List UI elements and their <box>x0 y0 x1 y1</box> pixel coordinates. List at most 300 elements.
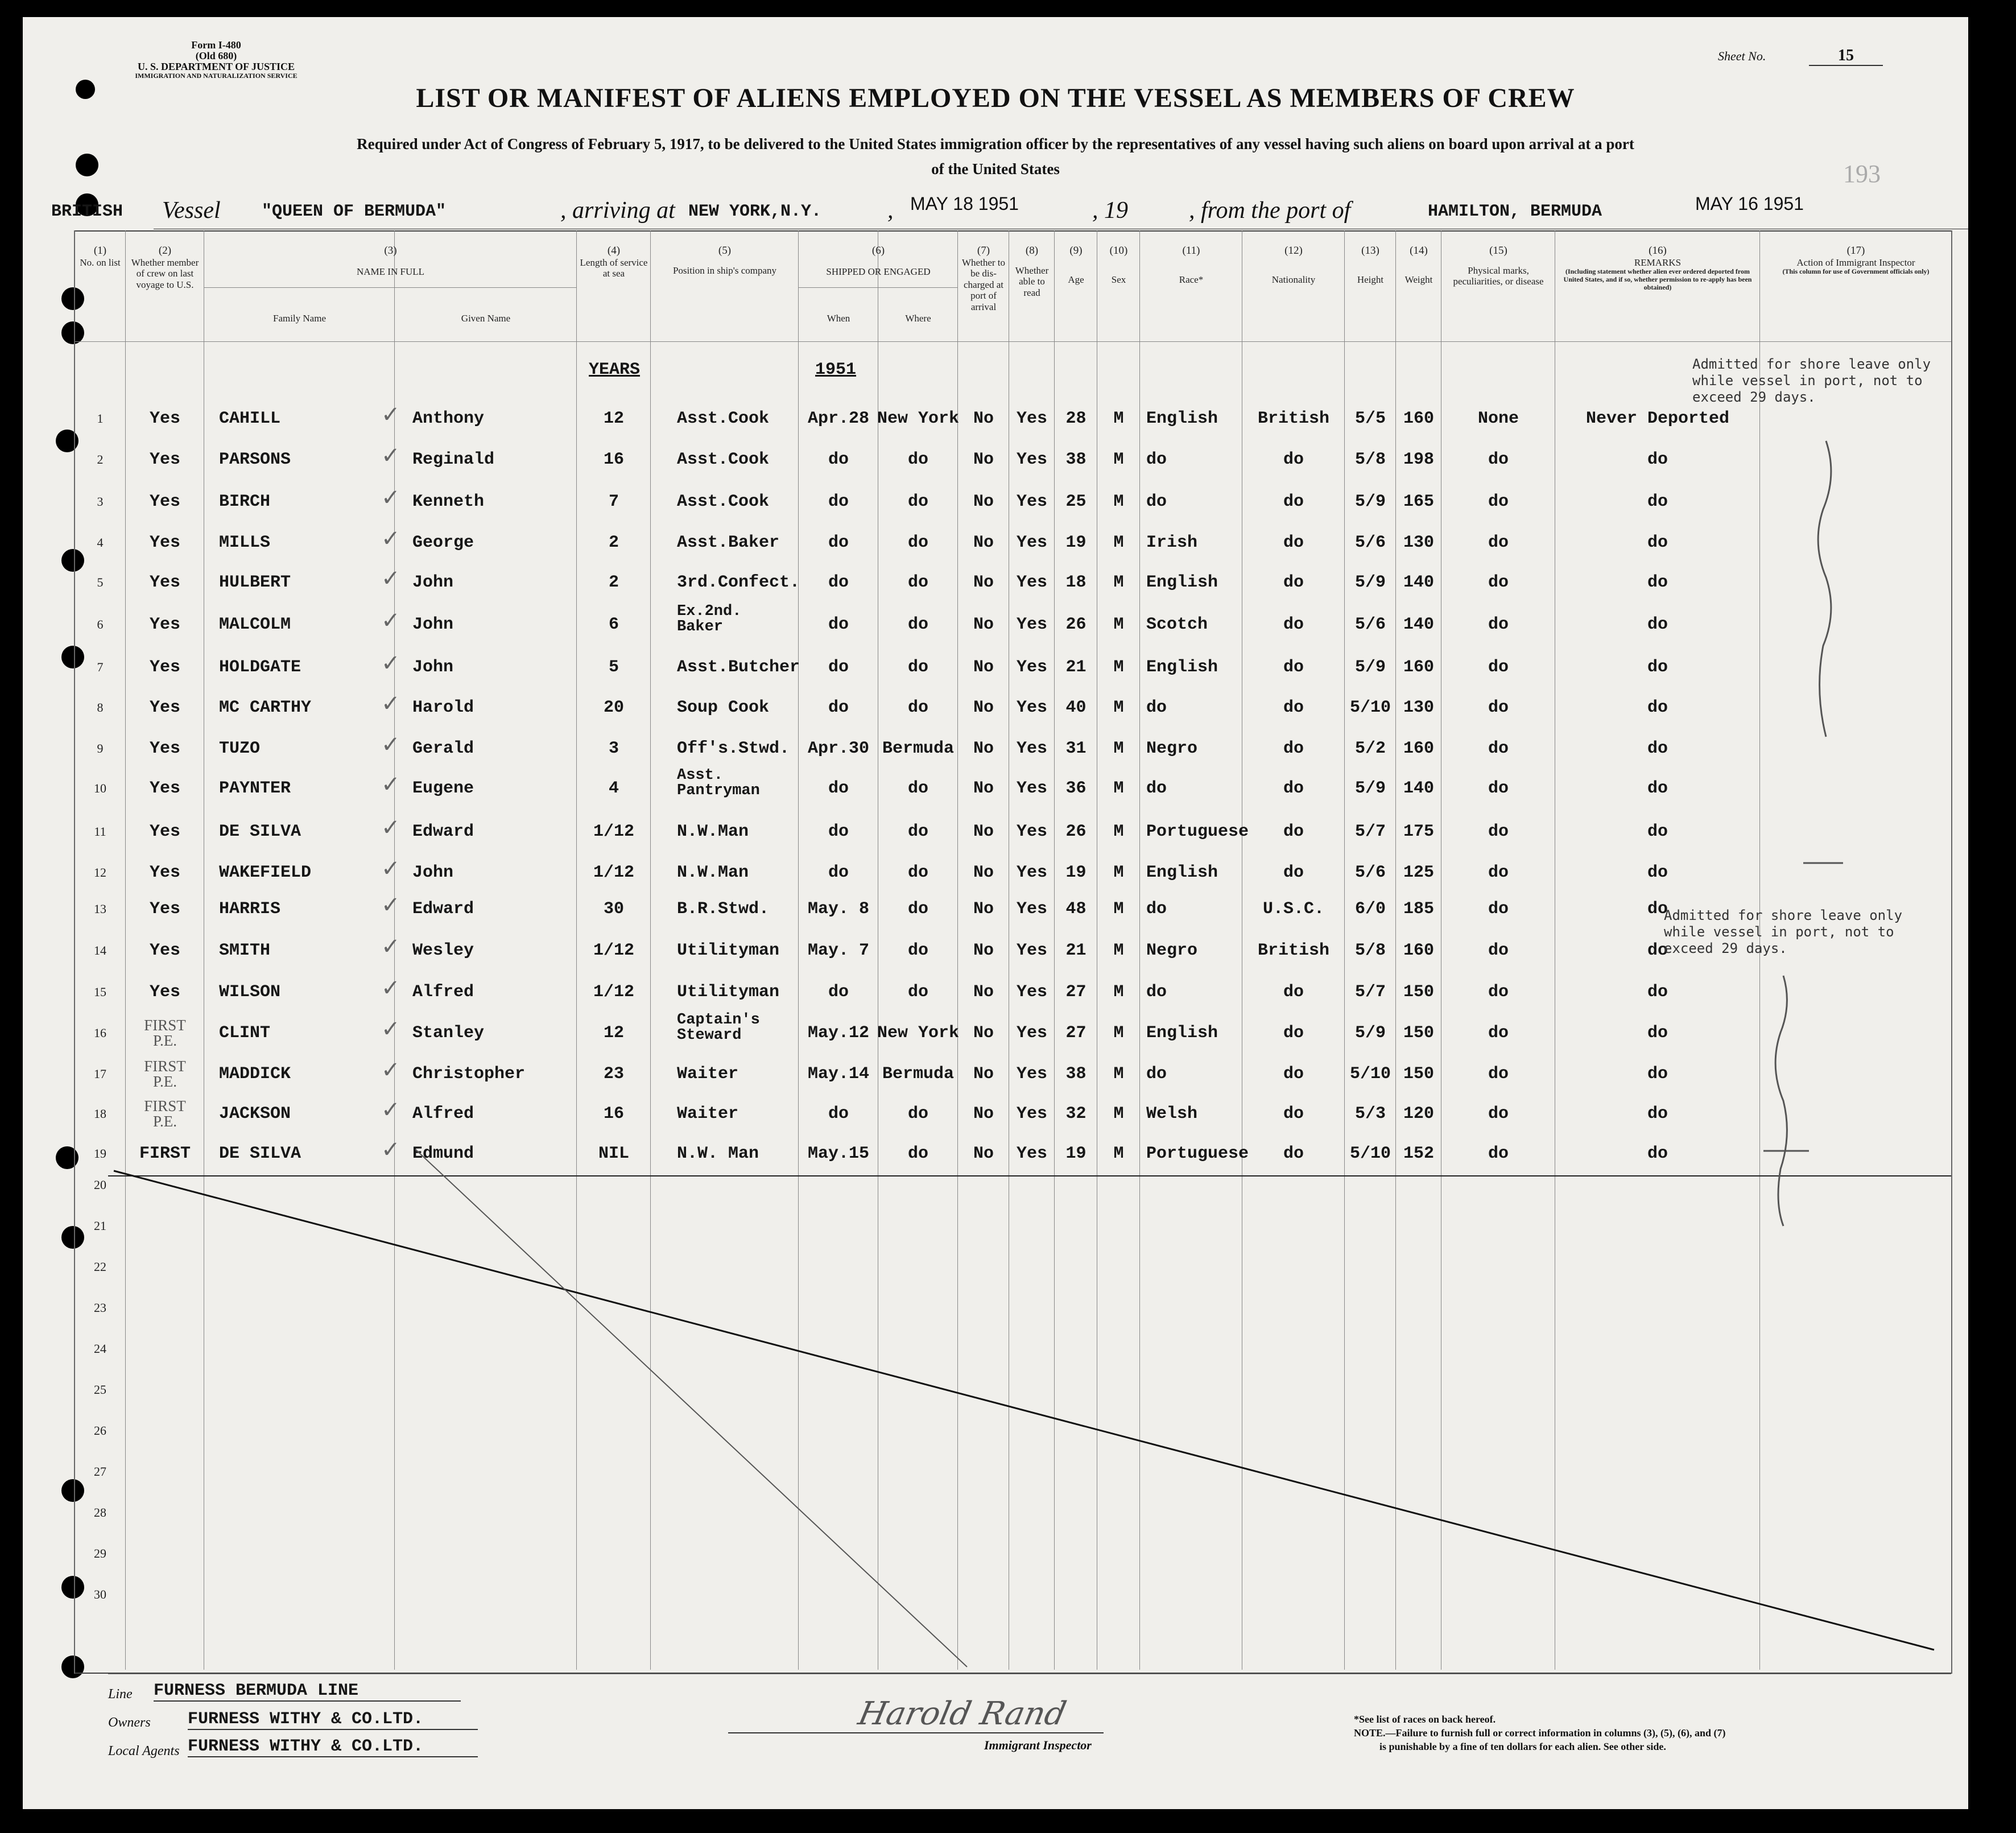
discharge-flag: No <box>973 573 994 592</box>
form-number: Form I-480 <box>191 39 241 51</box>
remarks: do <box>1647 982 1668 1002</box>
nationality: do <box>1283 779 1304 798</box>
given-name: Alfred <box>412 982 474 1002</box>
nationality: do <box>1283 739 1304 758</box>
check-mark-icon: ✓ <box>381 485 400 511</box>
row-number: 1 <box>97 411 104 426</box>
col-number: (2) <box>158 245 172 257</box>
height: 5/9 <box>1354 573 1386 592</box>
check-mark-icon: ✓ <box>381 771 400 798</box>
col-number: (15) <box>1489 245 1507 257</box>
able-to-read: Yes <box>1016 615 1047 634</box>
race: Portuguese <box>1146 822 1249 841</box>
col-title: SHIPPED OR ENGAGED <box>826 266 931 277</box>
position-part: Captain's <box>677 1012 760 1029</box>
check-mark-icon: ✓ <box>381 565 400 592</box>
crew-member-flag: Yes <box>149 863 180 882</box>
age: 21 <box>1065 658 1087 677</box>
nationality: do <box>1283 492 1304 511</box>
physical-marks: do <box>1488 1023 1509 1043</box>
col-number: (12) <box>1284 245 1303 257</box>
check-mark-icon: ✓ <box>381 732 400 758</box>
remarks: do <box>1647 1144 1668 1163</box>
nationality: U.S.C. <box>1262 899 1325 919</box>
sex: M <box>1113 698 1124 717</box>
shipped-when: do <box>828 863 849 882</box>
able-to-read: Yes <box>1016 1144 1047 1163</box>
races-note: *See list of races on back hereof. <box>1354 1714 1496 1725</box>
year-label: , 19 <box>1092 197 1128 224</box>
race: do <box>1146 899 1167 919</box>
race: Scotch <box>1146 615 1208 634</box>
line-label: Line <box>108 1687 133 1702</box>
position-part: Asst. <box>677 767 724 784</box>
nationality: British <box>1257 941 1330 960</box>
able-to-read: Yes <box>1016 1023 1047 1043</box>
sex: M <box>1113 822 1124 841</box>
row-number: 10 <box>94 781 106 795</box>
remarks: Never Deported <box>1585 409 1730 428</box>
col-title: Action of Immigrant Inspector <box>1796 257 1915 268</box>
weight: 152 <box>1403 1144 1434 1163</box>
check-mark-icon: ✓ <box>381 526 400 552</box>
check-mark-icon: ✓ <box>381 934 400 960</box>
height: 5/9 <box>1354 492 1386 511</box>
sex: M <box>1113 863 1124 882</box>
subtitle-line-1: Required under Act of Congress of February 5, 1917, to be delivered to the United States immigration officer by the representatives of any vessel having such aliens on board upon arrival at a port <box>357 135 1634 152</box>
crew-member-flag: Yes <box>149 739 180 758</box>
nationality: do <box>1283 658 1304 677</box>
nationality: do <box>1283 615 1304 634</box>
age: 26 <box>1065 615 1087 634</box>
length-of-service: 30 <box>603 899 624 919</box>
empty-row-number: 24 <box>94 1341 106 1356</box>
age: 38 <box>1065 450 1087 469</box>
shipped-when: do <box>828 658 849 677</box>
given-name: Edward <box>412 822 474 841</box>
signature-line <box>728 1732 1104 1733</box>
weight: 120 <box>1403 1104 1434 1124</box>
physical-marks: do <box>1488 941 1509 960</box>
shipped-when: do <box>828 698 849 717</box>
discharge-flag: No <box>973 533 994 552</box>
crew-flag-part: P.E. <box>152 1032 177 1049</box>
able-to-read: Yes <box>1016 1104 1047 1124</box>
col-number: (3) <box>384 245 397 257</box>
height: 5/10 <box>1349 698 1391 717</box>
position: Waiter <box>677 1064 739 1084</box>
owners-label: Owners <box>108 1715 151 1730</box>
inspector-signature: Harold Rand <box>855 1695 1069 1732</box>
race: do <box>1146 1064 1167 1084</box>
nationality: do <box>1283 450 1304 469</box>
crew-flag-part: FIRST <box>144 1097 186 1114</box>
sex: M <box>1113 409 1124 428</box>
crew-member-flag: Yes <box>149 533 180 552</box>
check-mark-icon: ✓ <box>381 1097 400 1123</box>
able-to-read: Yes <box>1016 658 1047 677</box>
col-number: (1) <box>93 245 107 257</box>
shipped-where: New York <box>877 1023 960 1043</box>
crew-member-flag: Yes <box>149 982 180 1002</box>
race: English <box>1146 1023 1218 1043</box>
col-title: Race* <box>1179 274 1204 285</box>
col-subtitle: (This column for use of Government officials only) <box>1782 267 1930 276</box>
position: Waiter <box>677 1104 739 1124</box>
able-to-read: Yes <box>1016 573 1047 592</box>
nationality: do <box>1283 863 1304 882</box>
family-name: HULBERT <box>219 573 291 592</box>
col-header-when: When <box>827 313 850 324</box>
col-subtitle: (Including statement whether alien ever ordered deported from United States, and if so, whether permission to re-apply has been obtained) <box>1563 267 1752 291</box>
given-name: John <box>412 573 454 592</box>
family-name: MADDICK <box>219 1064 291 1084</box>
shipped-where: do <box>907 533 928 552</box>
sex: M <box>1113 779 1124 798</box>
weight: 125 <box>1403 863 1434 882</box>
remarks: do <box>1647 533 1668 552</box>
physical-marks: do <box>1488 658 1509 677</box>
height: 5/9 <box>1354 1023 1386 1043</box>
sex: M <box>1113 615 1124 634</box>
sex: M <box>1113 1023 1124 1043</box>
discharge-flag: No <box>973 1144 994 1163</box>
shipped-where: do <box>907 779 928 798</box>
discharge-flag: No <box>973 822 994 841</box>
physical-marks: do <box>1488 698 1509 717</box>
family-name: PAYNTER <box>219 779 291 798</box>
position: N.W.Man <box>677 863 749 882</box>
position-part: Steward <box>677 1027 742 1044</box>
empty-row-number: 28 <box>94 1505 106 1520</box>
able-to-read: Yes <box>1016 492 1047 511</box>
family-name: JACKSON <box>219 1104 291 1124</box>
family-name: PARSONS <box>219 450 291 469</box>
family-name: TUZO <box>219 739 261 758</box>
remarks: do <box>1647 698 1668 717</box>
race: Irish <box>1146 533 1198 552</box>
crew-member-flag: FIRST <box>139 1144 191 1163</box>
length-of-service: 5 <box>608 658 619 677</box>
able-to-read: Yes <box>1016 533 1047 552</box>
shipped-when: do <box>828 533 849 552</box>
physical-marks: do <box>1488 450 1509 469</box>
year-subheading: 1951 <box>815 360 857 379</box>
crew-member-flag: Yes <box>149 822 180 841</box>
col-number: (7) <box>977 245 990 257</box>
nationality: do <box>1283 698 1304 717</box>
shipped-where: do <box>907 822 928 841</box>
departure-port: HAMILTON, BERMUDA <box>1428 202 1602 221</box>
discharge-flag: No <box>973 739 994 758</box>
col-title: Nationality <box>1271 274 1316 285</box>
discharge-flag: No <box>973 899 994 919</box>
race: English <box>1146 573 1218 592</box>
remarks: do <box>1647 822 1668 841</box>
shipped-where: do <box>907 492 928 511</box>
col-number: (9) <box>1069 245 1083 257</box>
nationality: do <box>1283 822 1304 841</box>
service: IMMIGRATION AND NATURALIZATION SERVICE <box>135 71 298 80</box>
length-of-service: 2 <box>608 533 619 552</box>
check-mark-icon: ✓ <box>381 815 400 841</box>
col-title: NAME IN FULL <box>357 266 424 277</box>
given-name: Reginald <box>412 450 495 469</box>
family-name: HARRIS <box>219 899 281 919</box>
physical-marks: do <box>1488 863 1509 882</box>
position: N.W. Man <box>677 1144 759 1163</box>
check-mark-icon: ✓ <box>381 1137 400 1163</box>
physical-marks: do <box>1488 822 1509 841</box>
sex: M <box>1113 1144 1124 1163</box>
given-name: John <box>412 615 454 634</box>
discharge-flag: No <box>973 1064 994 1084</box>
family-name: DE SILVA <box>219 822 301 841</box>
physical-marks: do <box>1488 982 1509 1002</box>
length-of-service: 16 <box>603 450 624 469</box>
shipped-where: do <box>907 982 928 1002</box>
shipped-when: do <box>828 492 849 511</box>
weight: 160 <box>1403 658 1434 677</box>
able-to-read: Yes <box>1016 450 1047 469</box>
row-number: 15 <box>94 985 106 999</box>
height: 5/6 <box>1354 615 1386 634</box>
age: 48 <box>1065 899 1087 919</box>
remarks: do <box>1647 573 1668 592</box>
sex: M <box>1113 739 1124 758</box>
position-part: Ex.2nd. <box>677 603 742 620</box>
row-number: 13 <box>94 902 106 916</box>
check-mark-icon: ✓ <box>381 691 400 717</box>
able-to-read: Yes <box>1016 1064 1047 1084</box>
manifest-sheet <box>23 17 1968 1809</box>
remarks: do <box>1647 450 1668 469</box>
arrival-date: MAY 18 1951 <box>910 193 1019 214</box>
discharge-flag: No <box>973 615 994 634</box>
given-name: Alfred <box>412 1104 474 1124</box>
crew-flag-part: FIRST <box>144 1017 186 1034</box>
shipped-where: do <box>907 941 928 960</box>
length-of-service: 1/12 <box>593 941 634 960</box>
given-name: Harold <box>412 698 474 717</box>
empty-row-number: 25 <box>94 1382 106 1397</box>
race: Welsh <box>1146 1104 1198 1124</box>
length-of-service: 6 <box>608 615 619 634</box>
crew-member-flag: Yes <box>149 409 180 428</box>
physical-marks: do <box>1488 533 1509 552</box>
age: 31 <box>1065 739 1087 758</box>
crew-member-flag: Yes <box>149 899 180 919</box>
inspector-note-1: Admitted for shore leave only while vessel in port, not to exceed 29 days. <box>1692 356 1931 405</box>
race: English <box>1146 863 1218 882</box>
age: 19 <box>1065 863 1087 882</box>
position: B.R.Stwd. <box>677 899 770 919</box>
remarks: do <box>1647 492 1668 511</box>
shipped-when: do <box>828 1104 849 1124</box>
empty-row-number: 22 <box>94 1260 106 1274</box>
vessel-label: Vessel <box>162 197 221 224</box>
position: Asst.Cook <box>677 409 770 428</box>
able-to-read: Yes <box>1016 822 1047 841</box>
age: 21 <box>1065 941 1087 960</box>
age: 32 <box>1065 1104 1087 1124</box>
bracket-stroke <box>1818 441 1831 737</box>
family-name: SMITH <box>219 941 271 960</box>
age: 27 <box>1065 982 1087 1002</box>
empty-row-number: 21 <box>94 1219 106 1233</box>
col-header-family-name: Family Name <box>272 313 326 324</box>
empty-row-number: 27 <box>94 1464 106 1479</box>
weight: 150 <box>1403 982 1434 1002</box>
age: 36 <box>1065 779 1087 798</box>
shipped-where: do <box>907 698 928 717</box>
agents-name: FURNESS WITHY & CO.LTD. <box>188 1737 478 1757</box>
discharge-flag: No <box>973 1104 994 1124</box>
check-mark-icon: ✓ <box>381 443 400 469</box>
remarks: do <box>1647 1104 1668 1124</box>
race: do <box>1146 492 1167 511</box>
height: 5/6 <box>1354 863 1386 882</box>
crew-member-flag: Yes <box>149 658 180 677</box>
race: do <box>1146 450 1167 469</box>
physical-marks: do <box>1488 1144 1509 1163</box>
discharge-flag: No <box>973 698 994 717</box>
cancel-line <box>415 1149 967 1667</box>
weight: 185 <box>1403 899 1434 919</box>
weight: 150 <box>1403 1064 1434 1084</box>
sheet-number: 15 <box>1809 47 1883 66</box>
race: do <box>1146 779 1167 798</box>
given-name: Eugene <box>412 779 474 798</box>
physical-marks: do <box>1488 615 1509 634</box>
family-name: DE SILVA <box>219 1144 301 1163</box>
remarks: do <box>1647 739 1668 758</box>
row-number: 6 <box>97 617 104 631</box>
weight: 130 <box>1403 533 1434 552</box>
shipped-where: Bermuda <box>882 1064 955 1084</box>
empty-row-number: 30 <box>94 1587 106 1601</box>
inspector-label: Immigrant Inspector <box>984 1738 1092 1752</box>
row-number: 12 <box>94 865 106 880</box>
check-mark-icon: ✓ <box>381 402 400 428</box>
given-name: Stanley <box>412 1023 485 1043</box>
physical-marks: do <box>1488 899 1509 919</box>
col-number: (4) <box>607 245 621 257</box>
vessel-name: "QUEEN OF BERMUDA" <box>262 202 447 221</box>
shipped-when: do <box>828 982 849 1002</box>
height: 5/2 <box>1354 739 1386 758</box>
position: Utilityman <box>677 982 780 1002</box>
height: 5/8 <box>1354 941 1386 960</box>
height: 5/3 <box>1354 1104 1386 1124</box>
crew-member-flag: Yes <box>149 698 180 717</box>
height: 5/6 <box>1354 533 1386 552</box>
length-of-service: 1/12 <box>593 863 634 882</box>
discharge-flag: No <box>973 492 994 511</box>
agents-label: Local Agents <box>108 1744 180 1758</box>
weight: 140 <box>1403 615 1434 634</box>
height: 5/10 <box>1349 1144 1391 1163</box>
check-mark-icon: ✓ <box>381 650 400 676</box>
age: 26 <box>1065 822 1087 841</box>
shipped-where: do <box>907 658 928 677</box>
nationality: do <box>1283 1023 1304 1043</box>
col-title: Whether able to read <box>1015 265 1049 298</box>
given-name: Edward <box>412 899 474 919</box>
sex: M <box>1113 941 1124 960</box>
age: 28 <box>1065 409 1087 428</box>
discharge-flag: No <box>973 941 994 960</box>
owners-name: FURNESS WITHY & CO.LTD. <box>188 1710 478 1730</box>
shipped-where: do <box>907 863 928 882</box>
arrival-port: NEW YORK,N.Y. <box>688 202 822 221</box>
length-of-service: 2 <box>608 573 619 592</box>
sex: M <box>1113 1104 1124 1124</box>
sex: M <box>1113 492 1124 511</box>
shipped-where: Bermuda <box>882 739 955 758</box>
position-part: Baker <box>677 618 724 635</box>
age: 18 <box>1065 573 1087 592</box>
discharge-flag: No <box>973 779 994 798</box>
vessel-nationality: BRITISH <box>51 202 123 221</box>
shipped-when: do <box>828 779 849 798</box>
col-number: (16) <box>1649 245 1667 257</box>
col-number: (14) <box>1410 245 1428 257</box>
shipped-when: May.15 <box>807 1144 870 1163</box>
empty-row-number: 26 <box>94 1423 106 1438</box>
shipped-when: do <box>828 450 849 469</box>
check-mark-icon: ✓ <box>381 1016 400 1042</box>
stamp-number: 193 <box>1843 160 1881 188</box>
weight: 165 <box>1403 492 1434 511</box>
penalty-note-2: is punishable by a fine of ten dollars for each alien. See other side. <box>1379 1741 1666 1752</box>
height: 5/10 <box>1349 1064 1391 1084</box>
crew-member-flag: Yes <box>149 573 180 592</box>
position: Off's.Stwd. <box>677 739 790 758</box>
family-name: WILSON <box>219 982 281 1002</box>
crew-flag-part: FIRST <box>144 1058 186 1075</box>
col-title: Age <box>1068 274 1084 285</box>
row-number: 8 <box>97 700 104 715</box>
position: 3rd.Confect. <box>677 573 800 592</box>
nationality: do <box>1283 1144 1304 1163</box>
row-number: 11 <box>94 824 106 839</box>
given-name: George <box>412 533 474 552</box>
col-number: (6) <box>871 245 885 257</box>
height: 5/7 <box>1354 982 1386 1002</box>
shipped-where: do <box>907 615 928 634</box>
physical-marks: do <box>1488 739 1509 758</box>
empty-row-number: 23 <box>94 1301 106 1315</box>
col-title: No. on list <box>80 257 121 268</box>
sex: M <box>1113 658 1124 677</box>
sex: M <box>1113 573 1124 592</box>
length-of-service: 3 <box>608 739 619 758</box>
departure-date: MAY 16 1951 <box>1695 193 1804 214</box>
race: Portuguese <box>1146 1144 1249 1163</box>
col-title: Weight <box>1404 274 1433 285</box>
inspector-note-2: Admitted for shore leave only while vessel in port, not to exceed 29 days. <box>1664 907 1903 956</box>
cancel-line <box>114 1171 1934 1650</box>
shipped-where: do <box>907 1144 928 1163</box>
height: 5/5 <box>1354 409 1386 428</box>
shipped-when: do <box>828 573 849 592</box>
family-name: HOLDGATE <box>219 658 301 677</box>
sex: M <box>1113 533 1124 552</box>
shipped-where: do <box>907 573 928 592</box>
able-to-read: Yes <box>1016 863 1047 882</box>
nationality: British <box>1257 409 1330 428</box>
